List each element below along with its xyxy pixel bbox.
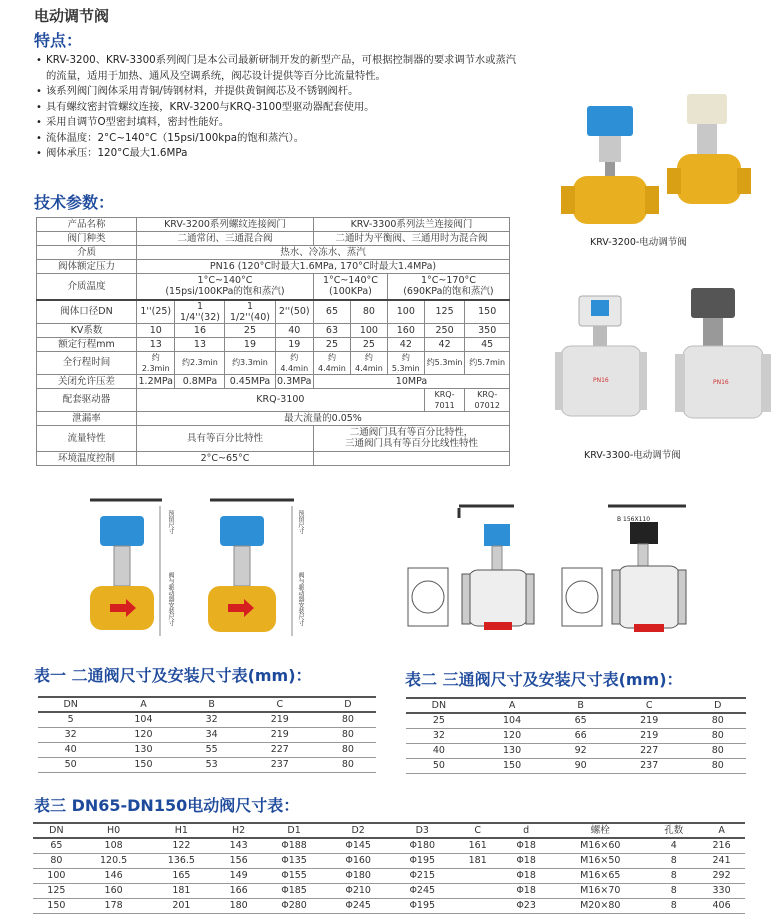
table-row <box>38 727 376 742</box>
table-cell: 143 <box>215 838 262 853</box>
column-header: H0 <box>80 823 148 838</box>
table-row: 介质温度 1°C~140°C (15psi/100KPa的饱和蒸汽) 1°C~140°C (100KPa) 1°C~170°C (690KPa的饱和蒸汽) <box>37 274 510 300</box>
table-row <box>406 758 746 773</box>
feature-item: • 流体温度：2°C~140°C（15psi/100kpa的饱和蒸汽）。 <box>36 131 526 147</box>
table-cell: Φ245 <box>326 898 390 913</box>
dimension-label: 预留尺寸 <box>297 510 304 534</box>
table-cell: 80 <box>320 742 376 757</box>
table2-heading: 表二 三通阀尺寸及安装尺寸表(mm)： <box>405 670 683 689</box>
table-cell: 120 <box>103 727 183 742</box>
table-cell: 136.5 <box>148 853 216 868</box>
table-row: 关闭允许压差 1.2MPa 0.8MPa 0.45MPa 0.3MPa 10MPa <box>37 374 510 388</box>
table-cell: Φ23 <box>501 898 551 913</box>
table-cell: Φ180 <box>390 838 454 853</box>
table-cell: 241 <box>698 853 745 868</box>
table-cell: Φ195 <box>390 898 454 913</box>
table-cell <box>454 868 501 883</box>
table-cell: 150 <box>472 758 553 773</box>
tech-heading: 技术参数： <box>34 193 115 212</box>
feature-item: • KRV-3200、KRV-3300系列阀门是本公司最新研制开发的新型产品，可根据控制器的要求调节水或蒸汽的流量，适用于加热、通风及空调系统，阀芯设计提供等百分比流量特性。 <box>36 53 526 84</box>
table-cell: Φ180 <box>326 868 390 883</box>
table-cell: 50 <box>406 758 472 773</box>
actuator-icon <box>587 106 633 136</box>
dimension-table-1 <box>38 696 376 773</box>
dimension-label: 阀与驱动器安装尺寸 <box>167 572 174 626</box>
table-cell: 181 <box>148 883 216 898</box>
table-cell: 146 <box>80 868 148 883</box>
column-header: H2 <box>215 823 262 838</box>
table-cell: 156 <box>215 853 262 868</box>
table-cell: 8 <box>649 868 698 883</box>
table-cell: 40 <box>38 742 103 757</box>
table-cell: Φ145 <box>326 838 390 853</box>
column-header: d <box>501 823 551 838</box>
column-header: DN <box>33 823 80 838</box>
table-row <box>406 728 746 743</box>
page-title: 电动调节阀 <box>34 7 110 25</box>
valve-body-icon <box>573 176 647 224</box>
table-cell: Φ160 <box>326 853 390 868</box>
table-cell: Φ135 <box>262 853 326 868</box>
dimension-label: 预留尺寸 <box>167 510 174 534</box>
table-cell: 180 <box>215 898 262 913</box>
table-cell: Φ210 <box>326 883 390 898</box>
column-header: B <box>184 697 240 712</box>
table-cell: 4 <box>649 838 698 853</box>
table-cell: 8 <box>649 898 698 913</box>
table-cell: 80 <box>690 728 746 743</box>
table-cell: 122 <box>148 838 216 853</box>
table-cell: 65 <box>33 838 80 853</box>
table-cell: 104 <box>103 712 183 727</box>
table-cell: 80 <box>690 713 746 728</box>
table-cell: M16×60 <box>551 838 649 853</box>
feature-item: • 阀体承压：120°C最大1.6MPa <box>36 146 526 162</box>
table-cell: 330 <box>698 883 745 898</box>
column-header: D2 <box>326 823 390 838</box>
dimension-table-3 <box>33 822 745 914</box>
table-cell: Φ245 <box>390 883 454 898</box>
table-cell: 55 <box>184 742 240 757</box>
table-cell: 161 <box>454 838 501 853</box>
column-header: DN <box>38 697 103 712</box>
table-cell: Φ18 <box>501 883 551 898</box>
table-cell: 80 <box>320 712 376 727</box>
table-cell: 80 <box>320 727 376 742</box>
table-cell: Φ188 <box>262 838 326 853</box>
table-cell: 130 <box>472 743 553 758</box>
table-row <box>33 898 745 913</box>
table-cell: 80 <box>690 758 746 773</box>
column-header: A <box>103 697 183 712</box>
valve-body-icon <box>677 154 741 204</box>
table-header <box>406 698 746 713</box>
column-header: C <box>609 698 690 713</box>
table-cell: Φ215 <box>390 868 454 883</box>
flanged-valve-diagram <box>404 498 734 648</box>
table-row <box>38 757 376 772</box>
table-cell: 32 <box>38 727 103 742</box>
table-cell: Φ280 <box>262 898 326 913</box>
table-row: 泄漏率 最大流量的0.05% <box>37 411 510 425</box>
table-cell: Φ195 <box>390 853 454 868</box>
table-cell: 292 <box>698 868 745 883</box>
table-cell: 100 <box>33 868 80 883</box>
table-cell: 80 <box>33 853 80 868</box>
table-cell: 178 <box>80 898 148 913</box>
column-header: D <box>690 698 746 713</box>
column-header: 螺栓 <box>551 823 649 838</box>
table-cell: 181 <box>454 853 501 868</box>
table-row: 阀体额定压力 PN16 (120°C时最大1.6MPa, 170°C时最大1.4MPa) <box>37 260 510 274</box>
table-cell: 34 <box>184 727 240 742</box>
table-cell: Φ18 <box>501 838 551 853</box>
table-cell: 201 <box>148 898 216 913</box>
table-cell: 237 <box>240 757 320 772</box>
table-cell: 53 <box>184 757 240 772</box>
table-cell: 219 <box>609 728 690 743</box>
table-cell: 32 <box>406 728 472 743</box>
table-row: 阀门种类 二通常闭、三通混合阀 二通时为平衡阀、三通用时为混合阀 <box>37 232 510 246</box>
table-cell: 80 <box>320 757 376 772</box>
table-cell: 227 <box>609 743 690 758</box>
column-header: A <box>472 698 553 713</box>
table-cell: Φ185 <box>262 883 326 898</box>
feature-item: • 具有螺纹密封管螺纹连接，KRV-3200与KRQ-3100型驱动器配套使用。 <box>36 100 526 116</box>
table-cell: 50 <box>38 757 103 772</box>
column-header: D1 <box>262 823 326 838</box>
table-cell: 219 <box>609 713 690 728</box>
dimension-label: 阀与驱动器安装尺寸 <box>297 572 304 626</box>
table-cell: 5 <box>38 712 103 727</box>
table-cell: M16×70 <box>551 883 649 898</box>
column-header: A <box>698 823 745 838</box>
table-row <box>406 743 746 758</box>
table-cell: 130 <box>103 742 183 757</box>
table-cell: 406 <box>698 898 745 913</box>
table-cell: M16×65 <box>551 868 649 883</box>
table-cell: 216 <box>698 838 745 853</box>
table-cell: 90 <box>552 758 608 773</box>
table-cell: 237 <box>609 758 690 773</box>
column-header: C <box>454 823 501 838</box>
table-cell: Φ18 <box>501 853 551 868</box>
table-header <box>38 697 376 712</box>
actuator-icon <box>687 94 727 124</box>
table-cell: 32 <box>184 712 240 727</box>
table-cell: 120.5 <box>80 853 148 868</box>
table-row <box>33 883 745 898</box>
column-header: H1 <box>148 823 216 838</box>
table-row <box>33 853 745 868</box>
table-cell: 92 <box>552 743 608 758</box>
column-header: 孔数 <box>649 823 698 838</box>
table-cell: 40 <box>406 743 472 758</box>
feature-item: • 采用自调节O型密封填料，密封性能好。 <box>36 115 526 131</box>
table-row <box>33 868 745 883</box>
krv3300-photo <box>555 280 775 430</box>
table-cell: Φ155 <box>262 868 326 883</box>
table-cell: 149 <box>215 868 262 883</box>
table-row: 流量特性 具有等百分比特性 二通阀门具有等百分比特性， 三通阀门具有等百分比线性特性 <box>37 425 510 451</box>
features-list <box>36 53 526 162</box>
krv3200-photo <box>555 92 755 242</box>
table-row: KV系数 10 16 25 40 63 100 160 250 350 <box>37 323 510 337</box>
table-cell: 166 <box>215 883 262 898</box>
table-cell: 65 <box>552 713 608 728</box>
table-row: 全行程时间 约2.3min 约2.3min 约3.3min 约4.4min 约4.4min 约4.4min 约5.3min 约5.3min 约5.7min <box>37 351 510 374</box>
table-cell: M16×50 <box>551 853 649 868</box>
column-header: D3 <box>390 823 454 838</box>
features-heading: 特点： <box>34 31 83 50</box>
threaded-valve-diagram <box>80 496 310 646</box>
table-cell: 25 <box>406 713 472 728</box>
table-cell: 125 <box>33 883 80 898</box>
table-row: 产品名称 KRV-3200系列螺纹连接阀门 KRV-3300系列法兰连接阀门 <box>37 218 510 232</box>
table-cell: 150 <box>103 757 183 772</box>
spec-table <box>36 217 510 466</box>
table-row: 环境温度控制 2°C~65°C <box>37 451 510 465</box>
table-cell: 120 <box>472 728 553 743</box>
table-row: 额定行程mm 13 13 19 19 25 25 42 42 45 <box>37 337 510 351</box>
table-cell: 165 <box>148 868 216 883</box>
dimension-table-2 <box>406 697 746 774</box>
svg-text:PN16: PN16 <box>713 379 729 386</box>
table-row: 配套驱动器 KRQ-3100 KRQ-7011 KRQ-07012 <box>37 388 510 411</box>
table1-heading: 表一 二通阀尺寸及安装尺寸表(mm)： <box>34 666 312 685</box>
column-header: D <box>320 697 376 712</box>
table-cell: M20×80 <box>551 898 649 913</box>
table-header <box>33 823 745 838</box>
dimension-label: B 156X110 <box>617 516 651 523</box>
photo-caption: KRV-3200-电动调节阀 <box>590 237 687 248</box>
table-cell: 8 <box>649 883 698 898</box>
table-cell: 227 <box>240 742 320 757</box>
table3-heading: 表三 DN65-DN150电动阀尺寸表： <box>34 796 300 815</box>
table-cell: 150 <box>33 898 80 913</box>
table-cell <box>454 898 501 913</box>
column-header: DN <box>406 698 472 713</box>
table-row: 介质 热水、冷冻水、蒸汽 <box>37 246 510 260</box>
table-cell: 104 <box>472 713 553 728</box>
table-row <box>33 838 745 853</box>
table-cell: 66 <box>552 728 608 743</box>
table-cell: 160 <box>80 883 148 898</box>
table-cell: 219 <box>240 727 320 742</box>
actuator-icon <box>691 288 735 318</box>
table-row: 阀体口径DN 1''(25) 1 1/4''(32) 1 1/2''(40) 2''(50) 65 80 100 125 150 <box>37 300 510 324</box>
table-row <box>38 742 376 757</box>
table-cell: 219 <box>240 712 320 727</box>
table-row <box>406 713 746 728</box>
table-row <box>38 712 376 727</box>
table-cell: 80 <box>690 743 746 758</box>
column-header: C <box>240 697 320 712</box>
photo-caption: KRV-3300-电动调节阀 <box>584 450 681 461</box>
feature-item: • 该系列阀门阀体采用青铜/铸钢材料，并提供黄铜阀芯及不锈钢阀杆。 <box>36 84 526 100</box>
column-header: B <box>552 698 608 713</box>
svg-text:PN16: PN16 <box>593 377 609 384</box>
table-cell: Φ18 <box>501 868 551 883</box>
table-cell <box>454 883 501 898</box>
table-cell: 108 <box>80 838 148 853</box>
table-cell: 8 <box>649 853 698 868</box>
